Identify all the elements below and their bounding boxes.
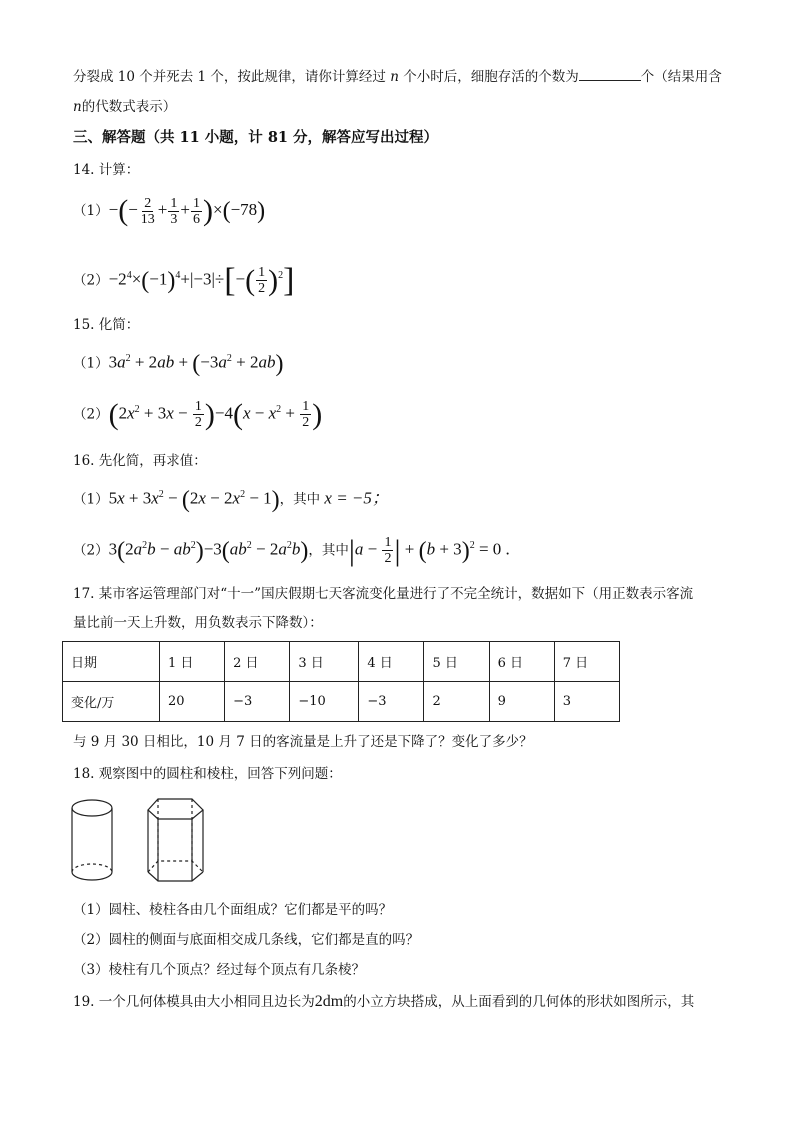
table-cell: −3 — [359, 682, 424, 722]
table-cell: 2 — [424, 682, 489, 722]
q19-text-a: 19. 一个几何体模具由大小相同且边长为 — [73, 994, 315, 1010]
cylinder-figure — [72, 800, 112, 880]
hexagonal-prism-figure — [148, 799, 203, 881]
variable-n: n — [73, 99, 82, 115]
q17-line-1: 17. 某市客运管理部门对“十一”国庆假期七天客流变化量进行了不完全统计，数据如下（用正数表示客流 — [73, 586, 694, 602]
table-cell: 3 — [554, 682, 619, 722]
intro-line-1 — [73, 66, 722, 87]
q18-item-3: （3）棱柱有几个顶点？经过每个顶点有几条棱？ — [73, 962, 366, 978]
table-row — [63, 682, 620, 722]
q16-p2-cond: ，其中 — [308, 542, 349, 559]
table-cell: 4 日 — [359, 642, 424, 682]
q16-part2: $(2)3(2a^2b - ab^2)-3(ab^2 - 2a^2b)$，其中|a − $\frac{1}{2}$ | + $(b + 3)^2 = 0$ . — [73, 533, 510, 567]
answer-blank[interactable] — [579, 66, 641, 81]
q14-p1-label: （1） — [73, 203, 109, 219]
q14-part2: $(2)-2^4\times(-1)^4+|-3|\div[-$( $\frac{1}{2}$ )$^2$] — [73, 261, 295, 299]
table-cell: 7 日 — [554, 642, 619, 682]
q14-title: 14. 计算： — [73, 162, 140, 178]
table-cell: 2 日 — [225, 642, 290, 682]
q15-part2: $(2)(2x^2 + 3x$ − $\frac{1}{2}$ )$-4(x - x^2$ + $\frac{1}{2}$ ) — [73, 397, 323, 431]
intro-text-a: 分裂成 10 个并死去 1 个，按此规律，请你计算经过 — [73, 69, 386, 85]
q17-line-2: 量比前一天上升数，用负数表示下降数）： — [73, 615, 323, 631]
q14-p2-label: （2） — [73, 272, 109, 289]
q16-p1-cond: ，其中 — [279, 491, 321, 508]
q15-p2-label: （2） — [73, 406, 109, 423]
q14-part1: （1）−(− $\frac{2}{13}$ + $\frac{1}{3}$ + $\frac{1}{6}$ )×(−78) — [73, 194, 266, 228]
intro-text-d: 的代数式表示） — [81, 99, 177, 115]
q16-part1: $(1)5x + 3x^2 - (2x - 2x^2 - 1)$，其中 x = −5； — [73, 486, 389, 513]
table-cell: −10 — [290, 682, 359, 722]
table-cell: −3 — [225, 682, 290, 722]
q15-title: 15. 化简： — [73, 317, 140, 333]
variable-n: n — [390, 69, 399, 85]
q19-line — [73, 992, 694, 1012]
table-cell: 日期 — [63, 642, 160, 682]
table-cell: 3 日 — [290, 642, 359, 682]
passenger-flow-table — [62, 641, 620, 722]
q15-part1: $(1)3a^2 + 2ab + (-3a^2 + 2ab)$ — [73, 350, 284, 377]
q16-p1-label: （1） — [73, 491, 109, 508]
q16-p2-label: （2） — [73, 542, 109, 559]
q18-title: 18. 观察图中的圆柱和棱柱，回答下列问题： — [73, 766, 342, 782]
q19-text-b: 的小立方块搭成，从上面看到的几何体的形状如图所示，其 — [343, 994, 695, 1010]
q18-item-1: （1）圆柱、棱柱各由几个面组成？它们都是平的吗？ — [73, 902, 393, 918]
intro-text-b: 个小时后，细胞存活的个数为 — [403, 69, 579, 85]
q16-p1-value: x = −5； — [324, 488, 389, 508]
table-cell: 9 — [489, 682, 554, 722]
table-cell: 5 日 — [424, 642, 489, 682]
table-cell: 变化/万 — [63, 682, 160, 722]
intro-text-c: 个（结果用含 — [640, 69, 722, 85]
q19-unit: 2dm — [314, 993, 344, 1010]
section-heading: 三、解答题（共 11 小题，计 81 分，解答应写出过程） — [73, 129, 439, 146]
q15-p1-label: （1） — [73, 355, 109, 372]
q17-question: 与 9 月 30 日相比，10 月 7 日的客流量是上升了还是下降了？变化了多少？ — [73, 734, 533, 750]
q16-title: 16. 先化简，再求值： — [73, 453, 207, 469]
solids-figure — [66, 790, 226, 890]
table-cell: 6 日 — [489, 642, 554, 682]
table-cell: 20 — [160, 682, 225, 722]
table-cell: 1 日 — [160, 642, 225, 682]
intro-line-2 — [73, 97, 176, 117]
table-row — [63, 642, 620, 682]
q18-item-2: （2）圆柱的侧面与底面相交成几条线，它们都是直的吗？ — [73, 932, 420, 948]
